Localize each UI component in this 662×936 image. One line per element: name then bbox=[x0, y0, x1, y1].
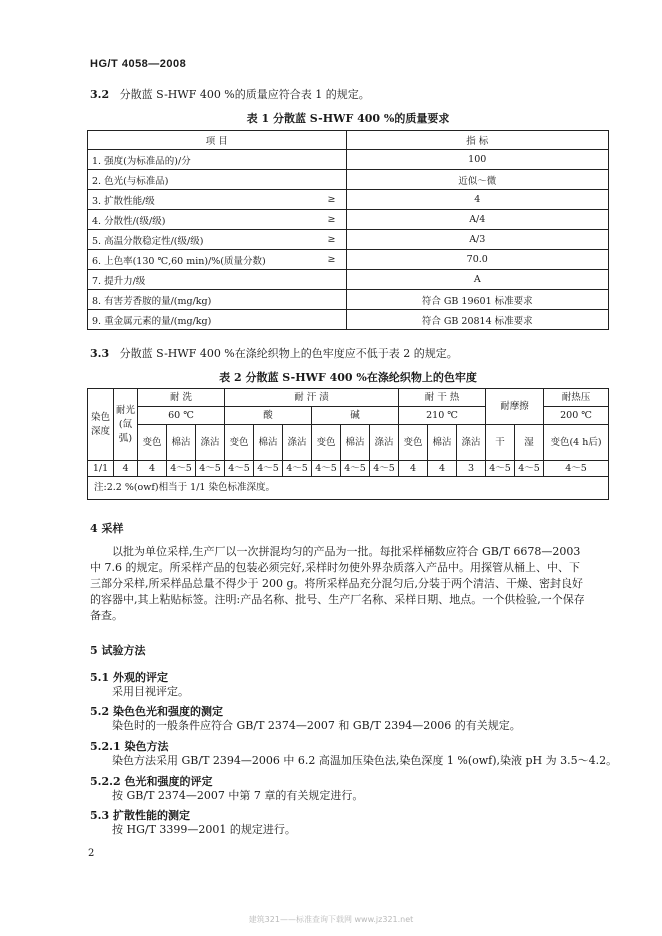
cell: 3 bbox=[457, 461, 486, 477]
row-operator bbox=[318, 170, 347, 190]
header-polyester-stain: 涤沾 bbox=[370, 425, 399, 461]
row-label: 9. 重金属元素的量/(mg/kg) bbox=[88, 310, 318, 330]
row-label: 5. 高温分散稳定性/(级/级) bbox=[88, 230, 318, 250]
row-label: 4. 分散性/(级/级) bbox=[88, 210, 318, 230]
row-operator: ≥ bbox=[318, 230, 347, 250]
row-operator: ≥ bbox=[318, 250, 347, 270]
watermark-footer: 建筑321——标准查询下载网 www.jz321.net bbox=[248, 915, 414, 924]
table-row bbox=[88, 230, 609, 250]
quality-requirements-table bbox=[87, 130, 609, 330]
section-5-1-text: 采用目视评定。 bbox=[112, 685, 189, 698]
table-row bbox=[88, 270, 609, 290]
clause-text: 分散蓝 S-HWF 400 %的质量应符合表 1 的规定。 bbox=[119, 88, 370, 101]
section-5-1-title: 5.1 外观的评定 bbox=[90, 671, 168, 684]
row-value: A bbox=[346, 270, 609, 290]
section-4-title: 4 采样 bbox=[90, 522, 124, 535]
table-row bbox=[88, 210, 609, 230]
document-code: HG/T 4058—2008 bbox=[90, 58, 187, 70]
header-polyester-stain: 涤沾 bbox=[283, 425, 312, 461]
header-cotton-stain: 棉沾 bbox=[341, 425, 370, 461]
row-value: 符合 GB 19601 标准要求 bbox=[346, 290, 609, 310]
section-5-3-text: 按 HG/T 3399—2001 的规定进行。 bbox=[112, 823, 296, 836]
row-value: 符合 GB 20814 标准要求 bbox=[346, 310, 609, 330]
row-operator: ≥ bbox=[318, 210, 347, 230]
cell: 4 bbox=[138, 461, 167, 477]
header-value: 指 标 bbox=[346, 131, 609, 150]
header-polyester-stain: 涤沾 bbox=[196, 425, 225, 461]
header-cotton-stain: 棉沾 bbox=[167, 425, 196, 461]
header-change: 变色 bbox=[312, 425, 341, 461]
section-5-2-1-text: 染色方法采用 GB/T 2394—2006 中 6.2 高温加压染色法,染色深度 1 %(owf),染液 pH 为 3.5～4.2。 bbox=[112, 754, 618, 767]
section-5-2-text: 染色时的一般条件应符合 GB/T 2374—2007 和 GB/T 2394—2006 的有关规定。 bbox=[112, 719, 521, 732]
clause-number: 3.3 bbox=[90, 347, 110, 360]
row-value: 4 bbox=[346, 190, 609, 210]
section-5-2-2-title: 5.2.2 色光和强度的评定 bbox=[90, 775, 213, 788]
cell: 4～5 bbox=[312, 461, 341, 477]
section-4-body bbox=[90, 544, 610, 624]
row-label: 7. 提升力/级 bbox=[88, 270, 318, 290]
cell: 4～5 bbox=[515, 461, 544, 477]
header-change: 变色 bbox=[399, 425, 428, 461]
header-dry-heat: 耐 干 热 bbox=[399, 389, 486, 407]
header-dry: 干 bbox=[486, 425, 515, 461]
row-operator bbox=[318, 150, 347, 170]
header-cotton-stain: 棉沾 bbox=[428, 425, 457, 461]
cell: 4～5 bbox=[167, 461, 196, 477]
header-cotton-stain: 棉沾 bbox=[254, 425, 283, 461]
cell: 4～5 bbox=[486, 461, 515, 477]
washing-temp: 60 ℃ bbox=[138, 407, 225, 425]
header-item: 项 目 bbox=[88, 131, 347, 150]
row-label: 2. 色光(与标准品) bbox=[88, 170, 318, 190]
table-1-caption: 表 1 分散蓝 S-HWF 400 %的质量要求 bbox=[246, 112, 450, 125]
table-row bbox=[88, 290, 609, 310]
header-wet: 湿 bbox=[515, 425, 544, 461]
header-polyester-stain: 涤沾 bbox=[457, 425, 486, 461]
header-press-change: 变色(4 h后) bbox=[544, 425, 609, 461]
color-fastness-table bbox=[87, 388, 609, 500]
row-label: 8. 有害芳香胺的量/(mg/kg) bbox=[88, 290, 318, 310]
row-value: A/3 bbox=[346, 230, 609, 250]
table-row bbox=[88, 150, 609, 170]
paragraph-line: 三部分采样,所采样品总量不得少于 200 g。将所采样品充分混匀后,分装于两个清洁、干燥、密封良好 bbox=[90, 577, 584, 590]
section-5-title: 5 试验方法 bbox=[90, 644, 146, 657]
table-row bbox=[88, 190, 609, 210]
cell: 4～5 bbox=[283, 461, 312, 477]
paragraph-line: 以批为单位采样,生产厂以一次拼混均匀的产品为一批。每批采样桶数应符合 GB/T 6678—2003 bbox=[112, 545, 581, 558]
section-5-2-title: 5.2 染色色光和强度的测定 bbox=[90, 705, 223, 718]
row-value: 近似～微 bbox=[346, 170, 609, 190]
clause-number: 3.2 bbox=[90, 88, 110, 101]
table-2-caption: 表 2 分散蓝 S-HWF 400 %在涤纶织物上的色牢度 bbox=[219, 371, 477, 384]
row-operator: ≥ bbox=[318, 190, 347, 210]
paragraph-line: 的容器中,其上粘贴标签。注明:产品名称、批号、生产厂名称、采样日期、地点。一个供检验,一个保存 bbox=[90, 593, 585, 606]
header-rubbing: 耐摩擦 bbox=[486, 389, 544, 425]
header-alkali: 碱 bbox=[312, 407, 399, 425]
dry-heat-temp: 210 ℃ bbox=[399, 407, 486, 425]
row-value: 70.0 bbox=[346, 250, 609, 270]
header-change: 变色 bbox=[138, 425, 167, 461]
table-row bbox=[88, 310, 609, 330]
row-operator bbox=[318, 310, 347, 330]
section-5-2-2-text: 按 GB/T 2374—2007 中第 7 章的有关规定进行。 bbox=[112, 789, 364, 802]
cell: 4～5 bbox=[254, 461, 283, 477]
paragraph-line: 中 7.6 的规定。所采样产品的包装必须完好,采样时勿使外界杂质落入产品中。用探管从桶上、中、下 bbox=[90, 561, 580, 574]
header-acid: 酸 bbox=[225, 407, 312, 425]
cell: 1/1 bbox=[88, 461, 114, 477]
cell: 4～5 bbox=[544, 461, 609, 477]
table-row bbox=[88, 461, 609, 477]
row-label: 3. 扩散性能/级 bbox=[88, 190, 318, 210]
header-perspiration: 耐 汗 渍 bbox=[225, 389, 399, 407]
header-washing: 耐 洗 bbox=[138, 389, 225, 407]
cell: 4 bbox=[114, 461, 138, 477]
cell: 4～5 bbox=[370, 461, 399, 477]
row-value: A/4 bbox=[346, 210, 609, 230]
clause-3-2 bbox=[90, 87, 370, 103]
cell: 4 bbox=[428, 461, 457, 477]
header-dye-depth: 染色深度 bbox=[88, 389, 114, 461]
table-row bbox=[88, 170, 609, 190]
row-value: 100 bbox=[346, 150, 609, 170]
hot-pressing-temp: 200 ℃ bbox=[544, 407, 609, 425]
paragraph-line: 备查。 bbox=[90, 609, 123, 622]
cell: 4～5 bbox=[196, 461, 225, 477]
row-label: 6. 上色率(130 ℃,60 min)/%(质量分数) bbox=[88, 250, 318, 270]
header-hot-pressing: 耐热压 bbox=[544, 389, 609, 407]
header-light-fastness: 耐光(氙弧) bbox=[114, 389, 138, 461]
cell: 4～5 bbox=[225, 461, 254, 477]
row-label: 1. 强度(为标准品的)/分 bbox=[88, 150, 318, 170]
cell: 4 bbox=[399, 461, 428, 477]
row-operator bbox=[318, 270, 347, 290]
section-5-2-1-title: 5.2.1 染色方法 bbox=[90, 740, 169, 753]
cell: 4～5 bbox=[341, 461, 370, 477]
clause-3-3 bbox=[90, 346, 458, 362]
section-5-3-title: 5.3 扩散性能的测定 bbox=[90, 809, 190, 822]
row-operator bbox=[318, 290, 347, 310]
clause-text: 分散蓝 S-HWF 400 %在涤纶织物上的色牢度应不低于表 2 的规定。 bbox=[119, 347, 458, 360]
header-change: 变色 bbox=[225, 425, 254, 461]
page-number: 2 bbox=[88, 848, 95, 859]
table-row bbox=[88, 250, 609, 270]
table-note: 注:2.2 %(owf)相当于 1/1 染色标准深度。 bbox=[88, 477, 609, 500]
